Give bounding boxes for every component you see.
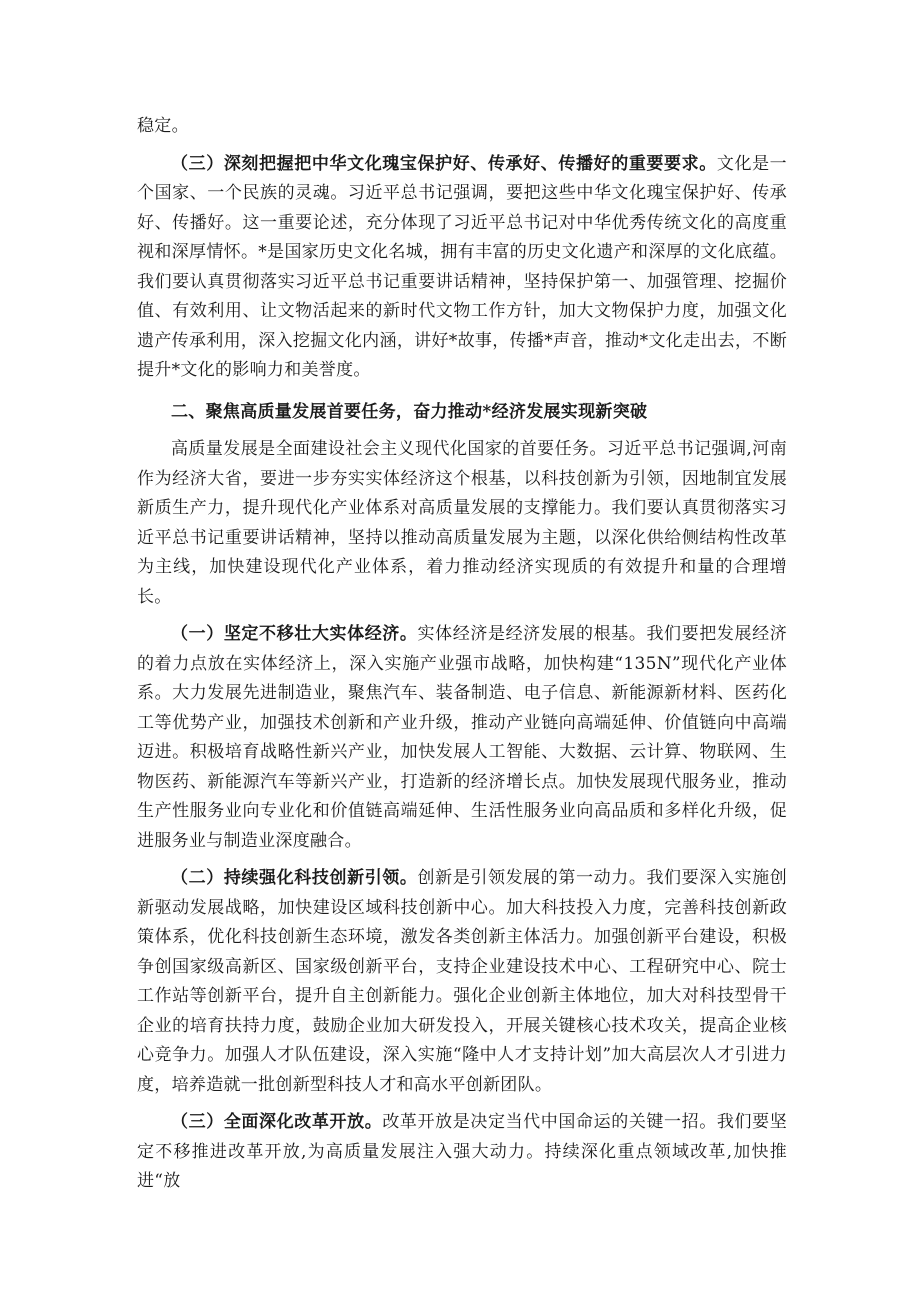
paragraph-text: 稳定。: [137, 116, 189, 136]
paragraph-text: 创新是引领发展的第一动力。我们要深入实施创新驱动发展战略，加快建设区域科技创新中心。加大科技投入力度，完善科技创新政策体系，优化科技创新生态环境，激发各类创新主体活力。加强创新平台建设，积极争创国家级高新区、国家级创新平台，支持企业建设技术中心、工程研究中心、院士工作站等创新平台，提升自主创新能力。强化企业创新主体地位，加大对科技型骨干企业的培育扶持力度，鼓励企业加大研发投入，开展关键核心技术攻关，提高企业核心竞争力。加强人才队伍建设，深入实施“隆中人才支持计划”加大高层次人才引进力度，培养造就一批创新型科技人才和高水平创新团队。: [137, 868, 787, 1095]
paragraph-high-quality-development: [137, 435, 787, 612]
paragraph-text: 改革开放是决定当代中国命运的关键一招。我们要坚定不移推进改革开放,为高质量发展注入强大动力。持续深化重点领域改革,加快推进“放: [137, 1112, 787, 1191]
paragraph-reform-opening: [137, 1108, 787, 1197]
paragraph-heading: （二）持续强化科技创新引领。: [171, 868, 418, 888]
paragraph-text: 文化是一个国家、一个民族的灵魂。习近平总书记强调，要把这些中华文化瑰宝保护好、传承好、传播好。这一重要论述，充分体现了习近平总书记对中华优秀传统文化的高度重视和深厚情怀。*是国家历史文化名城，拥有丰富的历史文化遗产和深厚的文化底蕴。我们要认真贯彻落实习近平总书记重要讲话精神，坚持保护第一、加强管理、挖掘价值、有效利用、让文物活起来的新时代文物工作方针，加大文物保护力度，加强文化遗产传承利用，深入挖掘文化内涵，讲好*故事，传播*声音，推动*文化走出去，不断提升*文化的影响力和美誉度。: [137, 153, 787, 380]
paragraph-continuation: [137, 112, 787, 142]
paragraph-heading: （三）深刻把握把中华文化瑰宝保护好、传承好、传播好的重要要求。: [171, 153, 717, 174]
paragraph-text: 实体经济是经济发展的根基。我们要把发展经济的着力点放在实体经济上，深入实施产业强市战略，加快构建“135N”现代化产业体系。大力发展先进制造业，聚焦汽车、装备制造、电子信息、新能源新材料、医药化工等优势产业，加强技术创新和产业升级，推动产业链向高端延伸、价值链向中高端迈进。积极培育战略性新兴产业，加快发展人工智能、大数据、云计算、物联网、生物医药、新能源汽车等新兴产业，打造新的经济增长点。加快发展现代服务业，推动生产性服务业向专业化和价值链高端延伸、生活性服务业向高品质和多样化升级，促进服务业与制造业深度融合。: [137, 624, 787, 851]
paragraph-culture-heritage: [137, 150, 787, 386]
paragraph-heading: （三）全面深化改革开放。: [171, 1112, 383, 1132]
document-body: [137, 112, 787, 1197]
paragraph-real-economy: [137, 620, 787, 856]
paragraph-text: 高质量发展是全面建设社会主义现代化国家的首要任务。习近平总书记强调,河南作为经济大省，要进一步夯实实体经济这个根基，以科技创新为引领，因地制宜发展新质生产力，提升现代化产业体系对高质量发展的支撑能力。我们要认真贯彻落实习近平总书记重要讲话精神，坚持以推动高质量发展为主题，以深化供给侧结构性改革为主线，加快建设现代化产业体系，着力推动经济实现质的有效提升和量的合理增长。: [137, 439, 787, 607]
section-title-2: 二、聚焦高质量发展首要任务，奋力推动*经济发展实现新突破: [171, 401, 648, 422]
paragraph-tech-innovation: [137, 864, 787, 1100]
paragraph-heading: （一）坚定不移壮大实体经济。: [171, 624, 418, 644]
